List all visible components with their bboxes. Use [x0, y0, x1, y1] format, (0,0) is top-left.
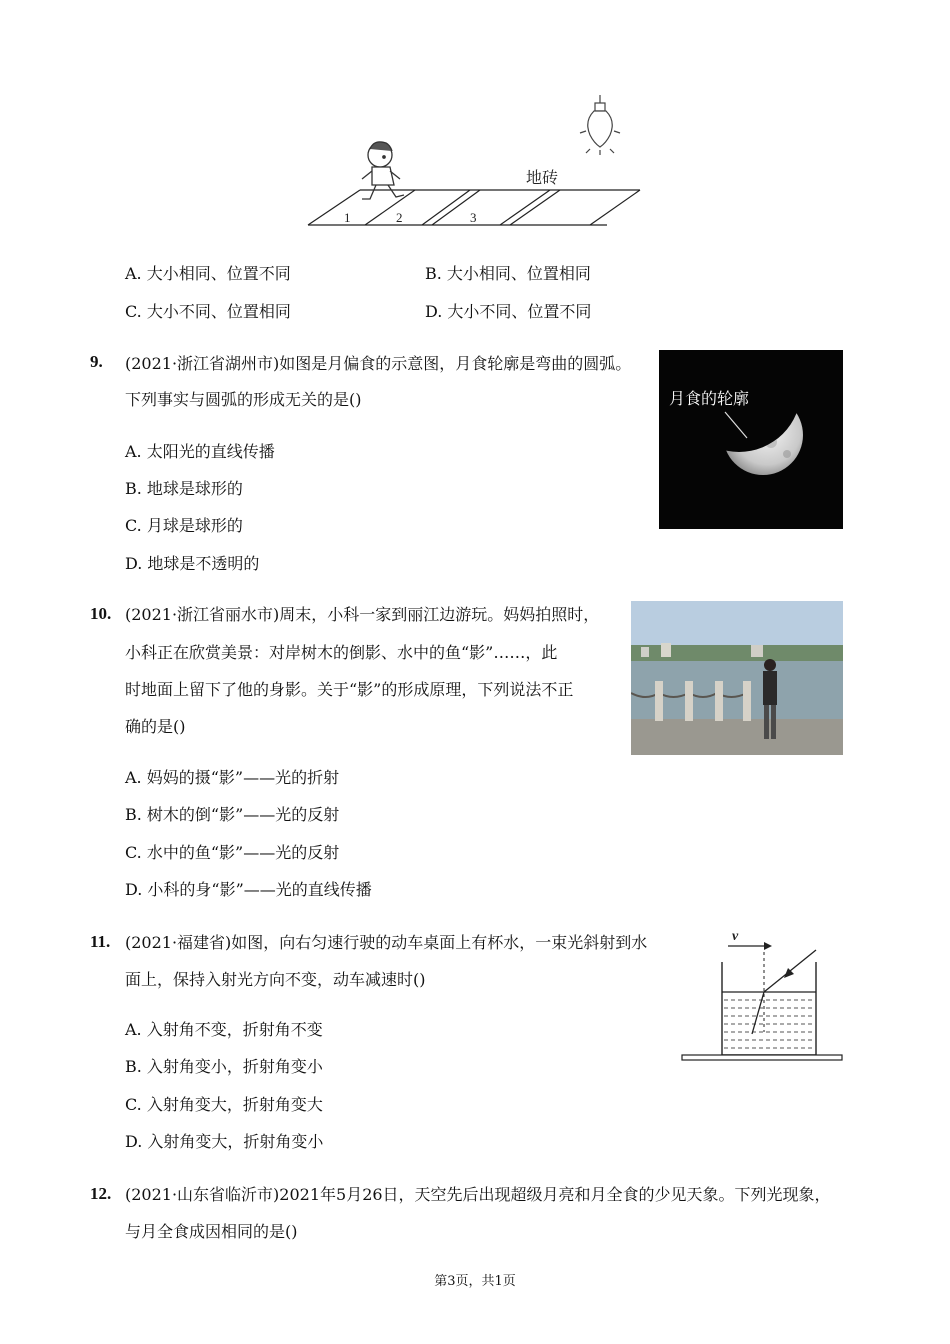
question-12-number: 12. [90, 1184, 112, 1203]
tile-label: 地砖 [526, 168, 559, 187]
q8-option-a: A. 大小相同、位置不同 [125, 264, 291, 283]
light-bulb-icon [580, 95, 620, 155]
question-10-line4: 确的是() [125, 717, 186, 736]
q10-option-a: A. 妈妈的摄“影”——光的折射 [125, 768, 340, 787]
question-9-number: 9. [90, 352, 103, 371]
q11-option-d: D. 入射角变大，折射角变小 [125, 1132, 324, 1151]
question-10-line2: 小科正在欣赏美景：对岸树木的倒影、水中的鱼“影”……，此 [125, 643, 558, 662]
question-12-line2: 与月全食成因相同的是() [125, 1222, 298, 1241]
q9-option-d: D. 地球是不透明的 [125, 554, 260, 573]
q9-option-a: A. 太阳光的直线传播 [125, 442, 275, 461]
q11-option-a: A. 入射角不变，折射角不变 [125, 1020, 323, 1039]
lunar-eclipse-image [659, 350, 843, 529]
velocity-label: v [732, 929, 739, 944]
question-12-line1: (2021·山东省临沂市)2021年5月26日，天空先后出现超级月亮和月全食的少见天象。下列光现象， [125, 1185, 831, 1204]
tile-number-3: 3 [470, 210, 477, 225]
water-cup-figure [680, 922, 845, 1064]
q9-option-b: B. 地球是球形的 [125, 479, 243, 498]
question-9-line1: (2021·浙江省湖州市)如图是月偏食的示意图，月食轮廓是弯曲的圆弧。 [125, 354, 632, 373]
q8-option-d: D. 大小不同、位置不同 [425, 302, 592, 321]
question-10-number: 10. [90, 604, 112, 623]
q11-option-c: C. 入射角变大，折射角变大 [125, 1095, 323, 1114]
q9-option-c: C. 月球是球形的 [125, 516, 243, 535]
q11-option-b: B. 入射角变小，折射角变小 [125, 1057, 323, 1076]
tiles-figure [300, 95, 650, 235]
q8-option-b: B. 大小相同、位置相同 [425, 264, 591, 283]
question-9-line2: 下列事实与圆弧的形成无关的是() [125, 390, 362, 409]
page-footer: 第3页，共1页 [434, 1274, 516, 1289]
riverside-photo [631, 601, 843, 755]
question-10-line3: 时地面上留下了他的身影。关于“影”的形成原理，下列说法不正 [125, 680, 574, 699]
question-11-line2: 面上，保持入射光方向不变，动车减速时() [125, 970, 426, 989]
q10-option-b: B. 树木的倒“影”——光的反射 [125, 805, 340, 824]
tile-number-1: 1 [344, 210, 351, 225]
q10-option-d: D. 小科的身“影”——光的直线传播 [125, 880, 372, 899]
moon-outline-label: 月食的轮廓 [669, 389, 750, 408]
question-11-line1: (2021·福建省)如图，向右匀速行驶的动车桌面上有杯水，一束光斜射到水 [125, 933, 648, 952]
q8-option-c: C. 大小不同、位置相同 [125, 302, 291, 321]
question-10-line1: (2021·浙江省丽水市)周末，小科一家到丽江边游玩。妈妈拍照时， [125, 605, 600, 624]
question-11-number: 11. [90, 932, 111, 951]
q10-option-c: C. 水中的鱼“影”——光的反射 [125, 843, 340, 862]
tile-number-2: 2 [396, 210, 403, 225]
